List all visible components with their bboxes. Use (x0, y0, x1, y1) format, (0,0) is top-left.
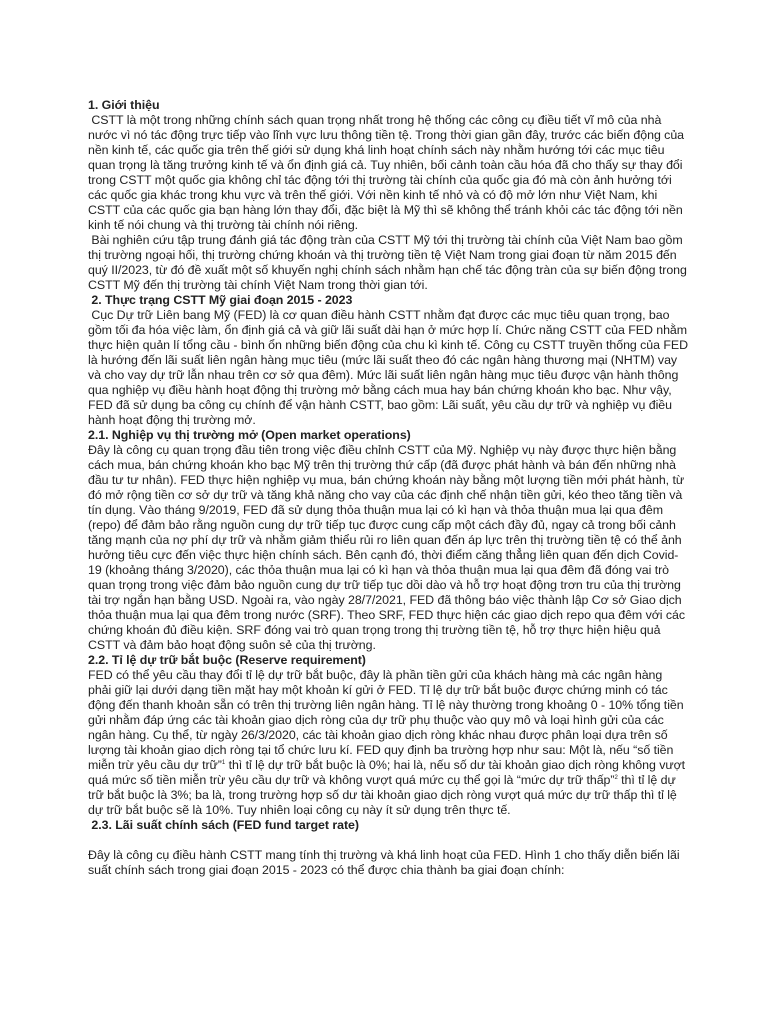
document-body (88, 98, 692, 878)
section-2-1-heading: 2.1. Nghiệp vụ thị trường mở (Open market operations) (88, 428, 411, 442)
section-2-2-text-c: thì tỉ lệ dự trữ bắt buộc là 3%; ba là, trong trường hợp số dư tài khoản giao dịch ròng vượt quá mức dự trữ thấp thì tỉ lệ dự trữ bắt buộc sẽ là 10%. Tuy nhiên loại công cụ này ít sử dụng trên thực tế. (88, 773, 677, 817)
footnote-2-marker[interactable]: 2 (614, 774, 618, 781)
section-1-paragraph-1: CSTT là một trong những chính sách quan trọng nhất trong hệ thống các công cụ điều tiết vĩ mô của nhà nước vì nó tác động trực tiếp vào lĩnh vực lưu thông tiền tệ. Trong thời gian gần đây, trước các biến động của nền kinh tế, các quốc gia trên thế giới sử dụng khá linh hoạt chính sách này nhằm hướng tới các mục tiêu quan trọng là tăng trưởng kinh tế và ổn định giá cả. Tuy nhiên, bối cảnh toàn cầu hóa đã cho thấy sự thay đổi trong CSTT một quốc gia không chỉ tác động tới thị trường tài chính của quốc gia đó mà còn ảnh hưởng tới các quốc gia khác trong khu vực và trên thế giới. Với nền kinh tế nhỏ và có độ mở lớn như Việt Nam, khi CSTT của các quốc gia bạn hàng lớn thay đổi, đặc biệt là Mỹ thì sẽ không thể tránh khỏi các tác động tới nền kinh tế nói chung và thị trường tài chính nói riêng. (88, 113, 688, 232)
section-1-paragraph-2: Bài nghiên cứu tập trung đánh giá tác động tràn của CSTT Mỹ tới thị trường tài chính của Việt Nam bao gồm thị trường ngoại hối, thị trường chứng khoán và thị trường tiền tệ Việt Nam trong giai đoạn từ năm 2015 đến quý II/2023, từ đó đề xuất một số khuyến nghị chính sách nhằm hạn chế tác động tràn của sự biến động trong CSTT Mỹ đến thị trường tài chính Việt Nam trong thời gian tới. (88, 233, 691, 292)
section-2-2-text-b: thì tỉ lệ dự trữ bắt buộc là 0%; hai là, nếu số dư tài khoản giao dịch ròng không vượt quá mức số tiền miễn trừ yêu cầu dự trữ và không vượt quá mức cụ thể gọi là “mức dự trữ thấp” (88, 758, 686, 787)
footnote-1-marker[interactable]: 1 (221, 759, 226, 766)
section-2-paragraph-1: Cục Dự trữ Liên bang Mỹ (FED) là cơ quan điều hành CSTT nhằm đạt được các mục tiêu quan trọng, bao gồm tối đa hóa việc làm, ổn định giá cả và giữ lãi suất dài hạn ở mức hợp lí. Chức năng CSTT của FED nhằm thực hiện quản lí tổng cầu - bình ổn những biến động của chu kì kinh tế. Công cụ CSTT truyền thống của FED là hướng đến lãi suất liên ngân hàng mục tiêu (mức lãi suất theo đó các ngân hàng thương mại (NHTM) vay và cho vay dự trữ lẫn nhau trên cơ sở qua đêm). Mức lãi suất liên ngân hàng mục tiêu được vận hành thông qua nghiệp vụ điều hành hoạt động thị trường mở bằng cách mua hay bán chứng khoán kho bạc. Như vậy, FED đã sử dụng ba công cụ chính để vận hành CSTT, bao gồm: Lãi suất, yêu cầu dự trữ và nghiệp vụ điều hành hoạt động thị trường mở. (88, 308, 692, 427)
section-2-2-text-a: FED có thể yêu cầu thay đổi tỉ lệ dự trữ bắt buộc, đây là phần tiền gửi của khách hàng mà các ngân hàng phải giữ lại dưới dạng tiền mặt hay một khoản kí gửi ở FED. Tỉ lệ dự trữ bắt buộc được chứng minh có tác động đến thanh khoản sẵn có trên thị trường liên ngân hàng. Tỉ lệ này thường trong khoảng 0 - 10% tổng tiền gửi nhằm đáp ứng các tài khoản giao dịch ròng của dự trữ phụ thuộc vào quy mô và loại hình gửi của các ngân hàng. Cụ thể, từ ngày 26/3/2020, các tài khoản giao dịch ròng khác nhau được phân loại dựa trên số lượng tài khoản giao dịch ròng tại tổ chức lưu kí. FED quy định ba trường hợp như sau: Một là, nếu “số tiền miễn trừ yêu cầu dự trữ” (88, 668, 684, 772)
section-1-heading: 1. Giới thiệu (88, 98, 160, 112)
paragraph-spacer (88, 833, 688, 848)
section-2-3-paragraph: Đây là công cụ điều hành CSTT mang tính thị trường và khá linh hoạt của FED. Hình 1 cho thấy diễn biến lãi suất chính sách trong giai đoạn 2015 - 2023 có thể được chia thành ba giai đoạn chính: (88, 848, 680, 877)
section-2-heading: 2. Thực trạng CSTT Mỹ giai đoạn 2015 - 2023 (88, 293, 353, 307)
section-2-2-paragraph (88, 668, 688, 818)
section-2-1-paragraph: Đây là công cụ quan trọng đầu tiên trong việc điều chỉnh CSTT của Mỹ. Nghiệp vụ này được thực hiện bằng cách mua, bán chứng khoán kho bạc Mỹ trên thị trường thứ cấp (đã được phát hành và bán đến những nhà đầu tư tư nhân). FED thực hiện nghiệp vụ mua, bán chứng khoán này bằng một lượng tiền mới phát hành, từ đó mở rộng tiền cơ sở dự trữ và tăng khả năng cho vay của các định chế nhận tiền gửi, kéo theo tăng tiền và tín dụng. Vào tháng 9/2019, FED đã sử dụng thỏa thuận mua lại có kì hạn và thỏa thuận mua lại qua đêm (repo) để đảm bảo rằng nguồn cung dự trữ tiếp tục được cung cấp một cách đầy đủ, ngay cả trong bối cảnh tăng mạnh của nợ phí dự trữ và nhằm giảm thiểu rủi ro liên quan đến áp lực trên thị trường tiền tệ có thể ảnh hưởng tiêu cực đến việc thực hiện chính sách. Bên cạnh đó, thời điểm căng thẳng liên quan đến dịch Covid-19 (khoảng tháng 3/2020), các thỏa thuận mua lại có kì hạn và thỏa thuận mua lại qua đêm đã đóng vai trò quan trọng trong việc đảm bảo nguồn cung dự trữ tiếp tục dồi dào và hỗ trợ hoạt động trơn tru của thị trường tài trợ ngắn hạn bằng USD. Ngoài ra, vào ngày 28/7/2021, FED đã thông báo việc thành lập Cơ sở Giao dịch thỏa thuận mua lại qua đêm trong nước (SRF). Theo SRF, FED thực hiện các giao dịch repo qua đêm với các chứng khoán đủ điều kiện. SRF đóng vai trò quan trọng trong thị trường tiền tệ, hỗ trợ thực hiện hiệu quả CSTT và đảm bảo hoạt động suôn sẻ của thị trường. (88, 443, 686, 652)
section-2-3-heading: 2.3. Lãi suất chính sách (FED fund target rate) (88, 818, 359, 832)
section-2-2-heading: 2.2. Tỉ lệ dự trữ bắt buộc (Reserve requirement) (88, 653, 366, 667)
